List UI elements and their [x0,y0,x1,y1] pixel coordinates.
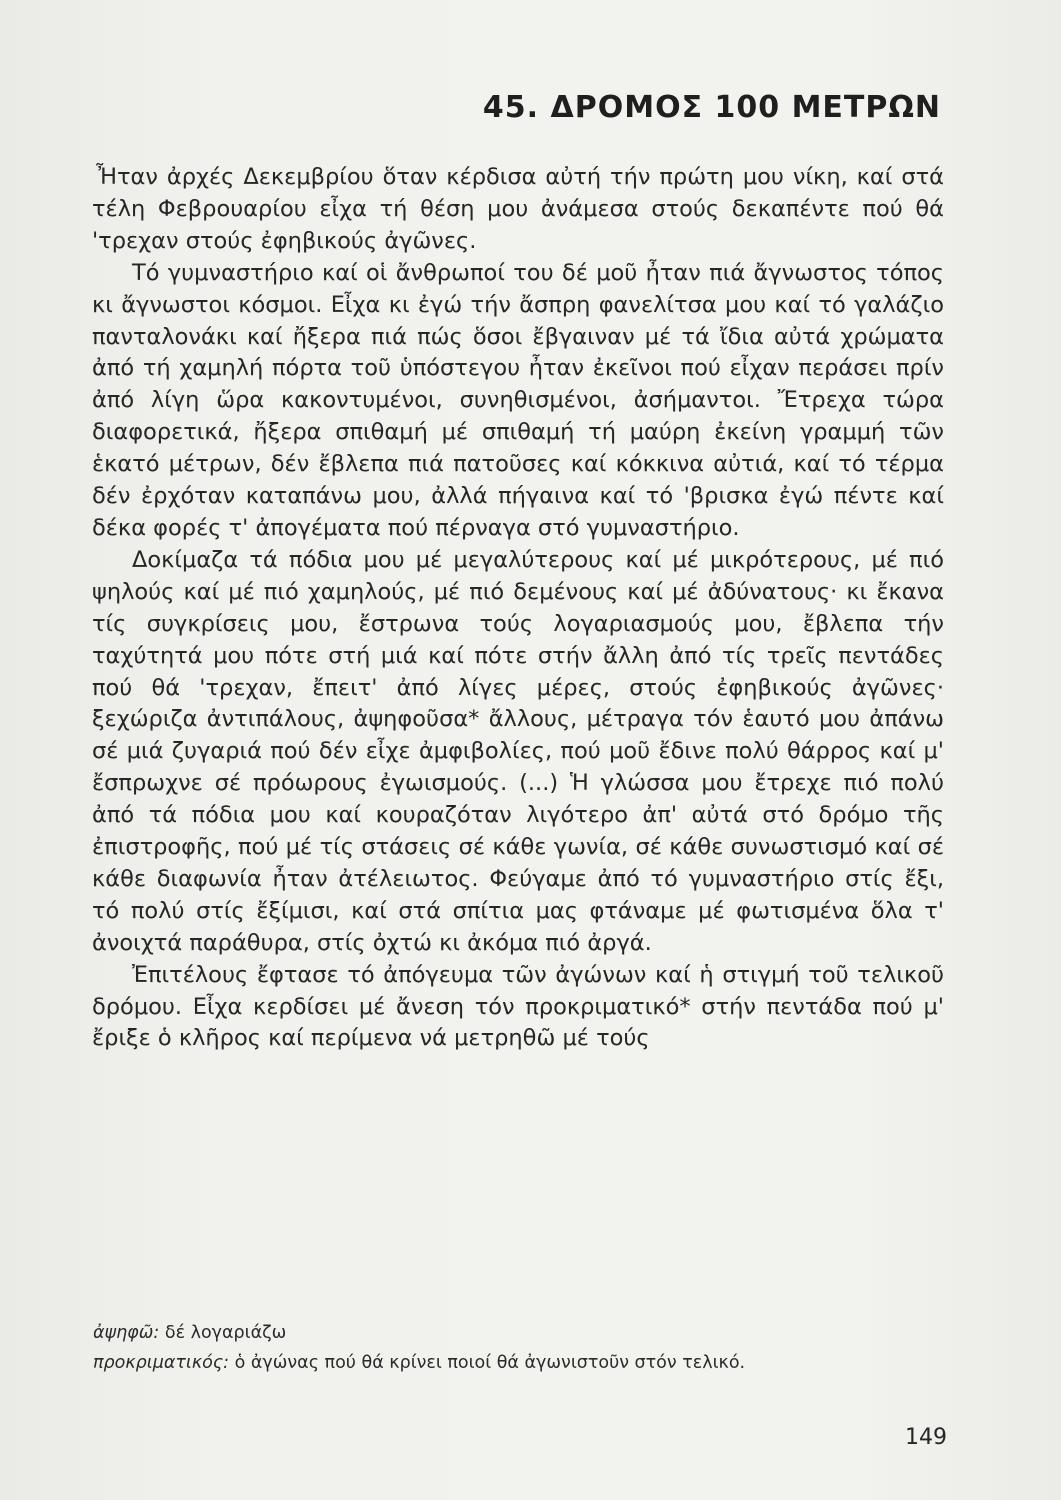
footnote-term: προκριματικός: [93,1353,230,1373]
paragraph: Ἦταν ἀρχές Δεκεμβρίου ὅταν κέρδισα αὐτή τήν πρώτη μου νίκη, καί στά τέλη Φεβρουαρίου εἶχα τή θέση μου ἀνάμεσα στούς δεκαπέντε πού θά 'τρεχαν στούς ἐφηβικούς ἀγῶνες. [92,164,944,254]
paragraph: Ἐπιτέλους ἔφτασε τό ἀπόγευμα τῶν ἀγώνων καί ἡ στιγμή τοῦ τελικοῦ δρόμου. Εἶχα κερδίσει μέ ἄνεση τόν προκριματικό* στήν πεντάδα πού μ' ἔριξε ὁ κλῆρος καί περίμενα νά μετρηθῶ μέ τούς [92,961,944,1052]
page-number: 149 [905,1425,947,1450]
footnote [93,1348,953,1378]
chapter-title: 45. ΔΡΟΜΟΣ 100 ΜΕΤΡΩΝ [482,90,941,125]
footnote-definition: δέ λογαριάζω [164,1323,287,1343]
footnotes [93,1318,953,1378]
footnote-term: ἀψηφῶ: [93,1323,160,1343]
paragraph: Δοκίμαζα τά πόδια μου μέ μεγαλύτερους καί μέ μικρότερους, μέ πιό ψηλούς καί μέ πιό χαμηλούς, μέ πιό δεμένους καί μέ ἀδύνατους· κι ἔκανα τίς συγκρίσεις μου, ἔστρωνα τούς λογαριασμούς μου, ἔβλεπα τήν ταχύτητά μου πότε στή μιά καί πότε στήν ἄλλη ἀπό τίς τρεῖς πεντάδες πού θά 'τρεχαν, ἔπειτ' ἀπό λίγες μέρες, στούς ἐφηβικούς ἀγῶνες· ξεχώριζα ἀντιπάλους, ἀψηφοῦσα* ἄλλους, μέτραγα τόν ἑαυτό μου ἀπάνω σέ μιά ζυγαριά πού δέν εἶχε ἀμφιβολίες, πού μοῦ ἔδινε πολύ θάρρος καί μ' ἔσπρωχνε σέ πρόωρους ἐγωισμούς. (...) Ἡ γλώσσα μου ἔτρεχε πιό πολύ ἀπό τά πόδια μου καί κουραζόταν λιγότερο ἀπ' αὐτά στό δρόμο τῆς ἐπιστροφῆς, πού μέ τίς στάσεις σέ κάθε γωνία, σέ κάθε συνωστισμό καί σέ κάθε διαφωνία ἦταν ἀτέλειωτος. Φεύγαμε ἀπό τό γυμναστήριο στίς ἔξι, τό πολύ στίς ἔξίμισι, καί στά σπίτια μας φτάναμε μέ φωτισμένα ὅλα τ' ἀνοιχτά παράθυρα, στίς ὀχτώ κι ἀκόμα πιό ἀργά. [92,546,944,956]
footnote-definition: ὁ ἀγώνας πού θά κρίνει ποιοί θά ἀγωνιστοῦν στόν τελικό. [234,1353,746,1373]
paragraph: Τό γυμναστήριο καί οἱ ἄνθρωποί του δέ μοῦ ἦταν πιά ἄγνωστος τόπος κι ἄγνωστοι κόσμοι. Εἶχα κι ἐγώ τήν ἄσπρη φανελίτσα μου καί τό γαλάζιο πανταλονάκι καί ἤξερα πιά πώς ὅσοι ἔβγαιναν μέ τά ἴδια αὐτά χρώματα ἀπό τή χαμηλή πόρτα τοῦ ὑπόστεγου ἦταν ἐκεῖνοι πού εἶχαν περάσει πρίν ἀπό λίγη ὥρα κακοντυμένοι, συνηθισμένοι, ἀσήμαντοι. Ἔτρεχα τώρα διαφορετικά, ἤξερα σπιθαμή μέ σπιθαμή τή μαύρη ἐκείνη γραμμή τῶν ἑκατό μέτρων, δέν ἔβλεπα πιά πατοῦσες καί κόκκινα αὐτιά, καί τό τέρμα δέν ἐρχόταν καταπάνω μου, ἀλλά πήγαινα καί τό 'βρισκα ἐγώ πέντε καί δέκα φορές τ' ἀπογέματα πού πέρναγα στό γυμναστήριο. [92,259,944,541]
footnote [93,1318,953,1348]
body-text [92,162,944,1055]
